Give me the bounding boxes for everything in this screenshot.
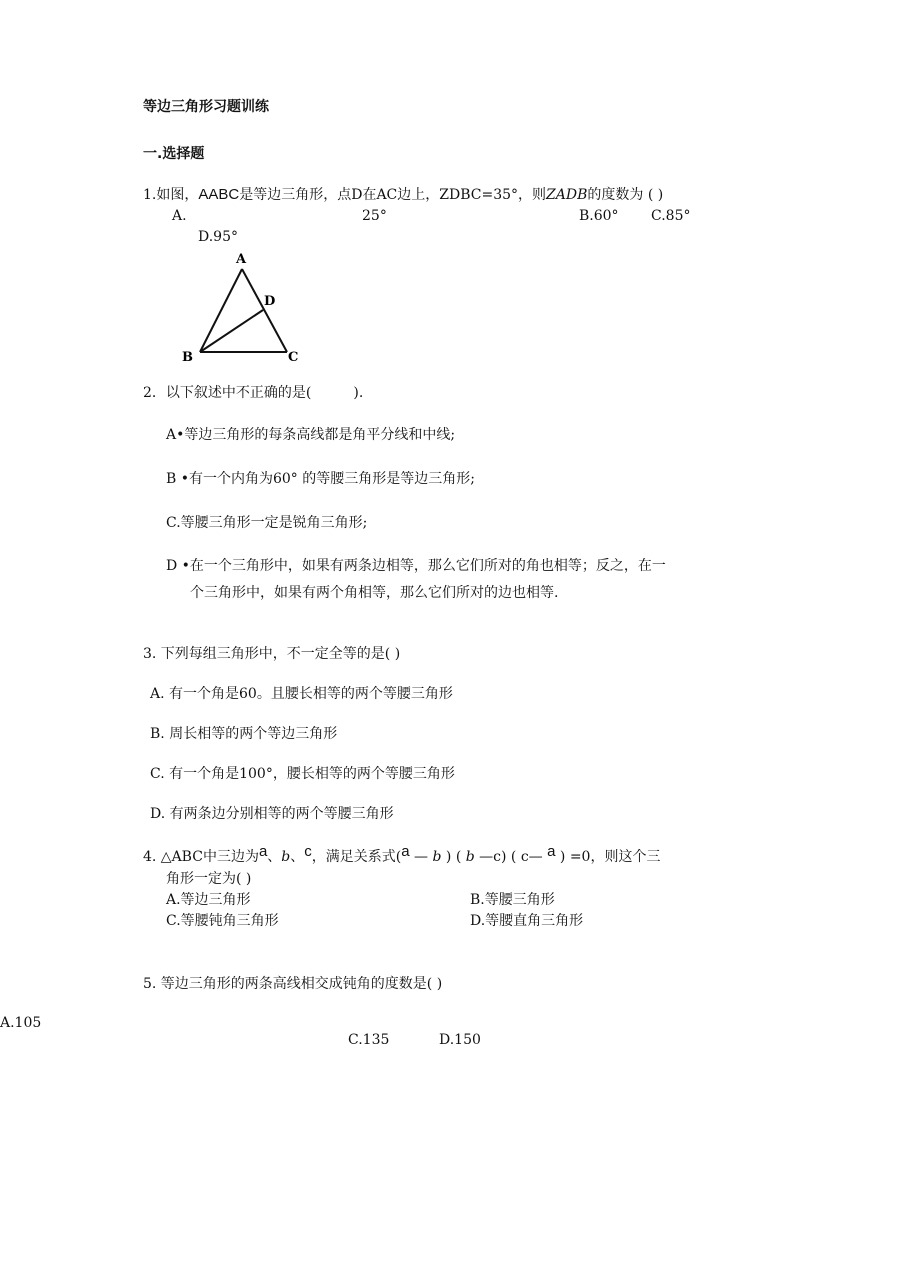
vertex-b-label: B (182, 350, 193, 365)
vertex-c-label: C (288, 350, 299, 365)
q1-option-a: A. (172, 208, 187, 224)
point-d-label: D (264, 294, 276, 309)
q4-option-c: C.等腰钝角三角形 (166, 913, 279, 929)
q2-option-c: C.等腰三角形一定是锐角三角形; (166, 515, 368, 531)
q4-side-a: a (258, 843, 268, 860)
q5-option-c: C.135 (348, 1032, 390, 1048)
q4-relation-open: ，满足关系式( (311, 849, 402, 865)
q4-paren-1: ) ( (441, 849, 466, 865)
q1-middle: 是等边三角形，点D在AC边上，ZDBC=35°，则 (239, 187, 547, 203)
q2-option-d-line1: D •在一个三角形中，如果有两条边相等，那么它们所对的角也相等；反之，在一 (166, 558, 666, 574)
q4-side-c: c (304, 843, 312, 860)
q1-option-b: B.60° (579, 208, 619, 224)
side-ac (242, 269, 287, 352)
segment-bd (200, 310, 263, 352)
q4-separator-2: 、 (290, 849, 305, 865)
question-5-stem: 5. 等边三角形的两条高线相交成钝角的度数是( ) (143, 976, 443, 992)
q4-minus-2: —c) ( c— (474, 849, 548, 865)
q1-angle-name: ZADB (546, 187, 588, 203)
section-heading: 一.选择题 (143, 146, 205, 162)
q4-minus-1: — (409, 849, 433, 865)
q4-option-b: B.等腰三角形 (470, 892, 555, 908)
q4-term-a: a (401, 843, 410, 860)
q1-prefix: 1.如图， (143, 187, 199, 203)
q4-option-d: D.等腰直角三角形 (470, 913, 584, 929)
vertex-a-label: A (236, 252, 247, 267)
q2-option-b: B •有一个内角为60° 的等腰三角形是等边三角形; (166, 471, 475, 487)
q3-option-a: A. 有一个角是60。且腰长相等的两个等腰三角形 (150, 686, 453, 702)
q5-option-d: D.150 (439, 1032, 481, 1048)
q4-term-a-2: a (547, 843, 556, 860)
q1-option-c: C.85° (651, 208, 691, 224)
q4-term-b-2: b (465, 849, 475, 865)
side-ab (200, 269, 242, 352)
page-title: 等边三角形习题训练 (143, 99, 269, 115)
q1-triangle-name: AABC (198, 186, 240, 203)
q1-suffix: 的度数为 ( ) (587, 187, 664, 203)
q1-option-a-value: 25° (362, 208, 387, 224)
q4-option-a: A.等边三角形 (166, 892, 251, 908)
q3-option-d: D. 有两条边分别相等的两个等腰三角形 (150, 806, 394, 822)
q4-relation-tail: ) =0，则这个三 (555, 849, 661, 865)
q4-number: 4. △ABC中三边为 (143, 849, 259, 865)
q5-option-a: A.105 (0, 1015, 42, 1031)
question-3-stem: 3. 下列每组三角形中，不一定全等的是( ) (143, 646, 401, 662)
q3-option-c: C. 有一个角是100°，腰长相等的两个等腰三角形 (150, 766, 455, 782)
q4-stem-line2: 角形一定为( ) (166, 871, 252, 887)
question-2-stem: 2．以下叙述中不正确的是( ). (143, 385, 364, 401)
q4-separator-1: 、 (267, 849, 282, 865)
q2-option-a: A•等边三角形的每条高线都是角平分线和中线; (166, 427, 456, 443)
question-4-stem (143, 843, 661, 866)
question-1-stem (143, 186, 663, 204)
q1-option-d: D.95° (198, 229, 238, 245)
q2-option-d-line2: 个三角形中，如果有两个角相等，那么它们所对的边也相等. (190, 585, 559, 601)
q4-side-b: b (281, 849, 291, 865)
triangle-figure (176, 248, 316, 366)
q4-term-b: b (432, 849, 442, 865)
q3-option-b: B. 周长相等的两个等边三角形 (150, 726, 338, 742)
